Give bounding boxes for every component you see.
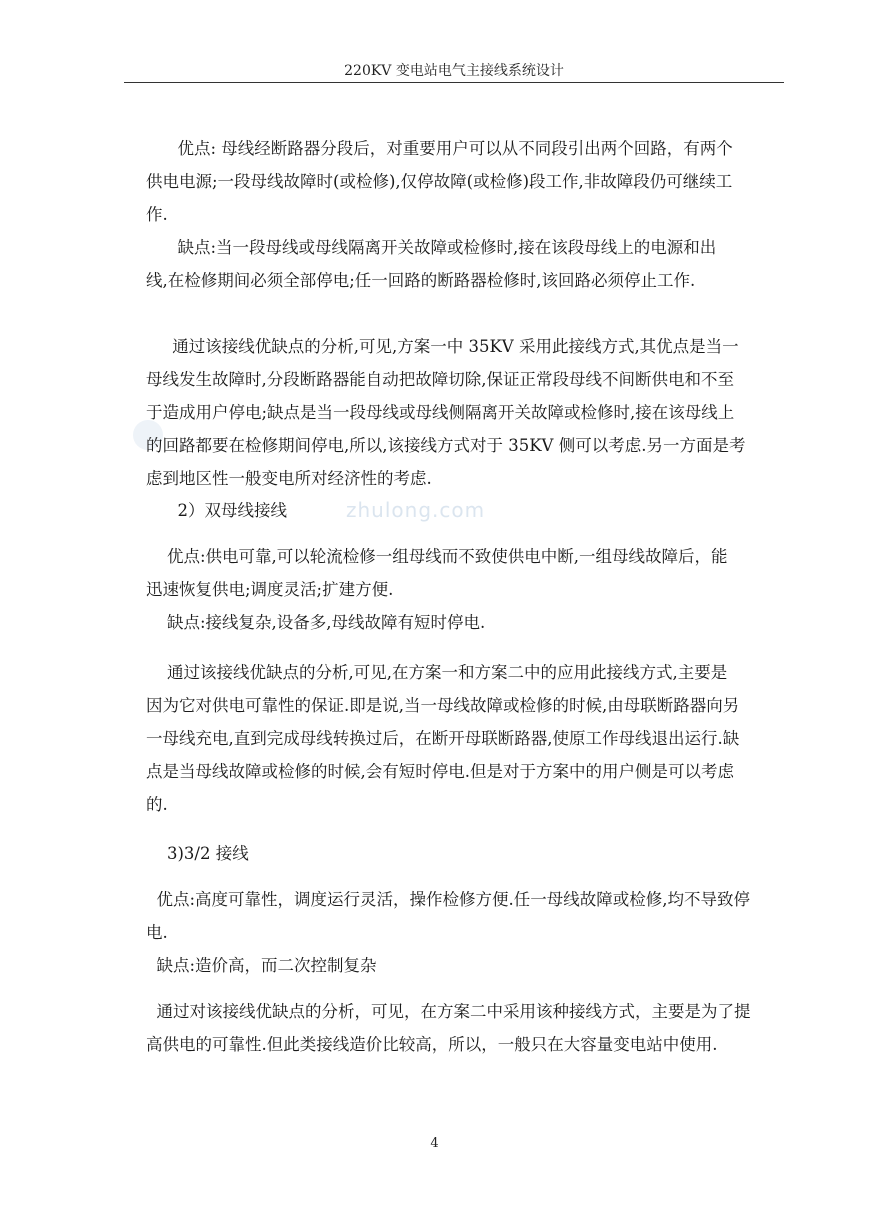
text-line: 线,在检修期间必须全部停电;任一回路的断路器检修时,该回路必须停止工作.	[146, 271, 696, 290]
text-line: 通过对该接线优缺点的分析，可见，在方案二中采用该种接线方式，主要是为了提	[146, 1002, 751, 1021]
paragraph	[146, 540, 786, 606]
text-line: 高供电的可靠性.但此类接线造价比较高，所以，一般只在大容量变电站中使用.	[146, 1035, 718, 1054]
text-line: 通过该接线优缺点的分析,可见,在方案一和方案二中的应用此接线方式,主要是	[146, 663, 728, 682]
paragraph	[146, 949, 786, 982]
text-line: 缺点:造价高，而二次控制复杂	[146, 956, 377, 975]
text-line: 虑到地区性一般变电所对经济性的考虑.	[146, 469, 432, 488]
text-line: 于造成用户停电;缺点是当一段母线或母线侧隔离开关故障或检修时,接在该母线上	[146, 403, 735, 422]
text-line: 的.	[146, 795, 168, 814]
paragraph	[146, 995, 786, 1061]
paragraph	[146, 231, 786, 297]
paragraph	[146, 883, 786, 949]
text-line: 优点:供电可靠,可以轮流检修一组母线而不致使供电中断,一组母线故障后，能	[146, 547, 728, 566]
header-rule	[124, 82, 784, 83]
paragraph	[146, 132, 786, 231]
watermark: zhulong.com	[346, 498, 486, 522]
text-line: 2）双母线接线	[146, 501, 287, 520]
text-line: 因为它对供电可靠性的保证.即是说,当一母线故障或检修的时候,由母联断路器向另	[146, 696, 740, 715]
text-line: 母线发生故障时,分段断路器能自动把故障切除,保证正常段母线不间断供电和不至	[146, 370, 734, 389]
text-line: 缺点:接线复杂,设备多,母线故障有短时停电.	[146, 613, 486, 632]
text-line: 电.	[146, 923, 168, 942]
running-header: 220KV 变电站电气主接线系统设计	[344, 63, 564, 79]
text-line: 迅速恢复供电;调度灵活;扩建方便.	[146, 580, 394, 599]
text-line: 点是当母线故障或检修的时候,会有短时停电.但是对于方案中的用户侧是可以考虑	[146, 762, 734, 781]
text-line: 缺点:当一段母线或母线隔离开关故障或检修时,接在该段母线上的电源和出	[146, 238, 717, 257]
text-line: 优点:高度可靠性，调度运行灵活，操作检修方便.任一母线故障或检修,均不导致停	[146, 890, 751, 909]
paragraph	[146, 494, 786, 527]
text-line: 优点: 母线经断路器分段后，对重要用户可以从不同段引出两个回路，有两个	[146, 139, 733, 158]
text-line: 的回路都要在检修期间停电,所以,该接线方式对于 35KV 侧可以考虑.另一方面是考	[146, 436, 746, 455]
paragraph	[146, 330, 786, 495]
paragraph	[146, 606, 786, 639]
text-line: 一母线充电,直到完成母线转换过后，在断开母联断路器,使原工作母线退出运行.缺	[146, 729, 740, 748]
text-line: 通过该接线优缺点的分析,可见,方案一中 35KV 采用此接线方式,其优点是当一	[146, 337, 739, 356]
text-line: 供电电源;一段母线故障时(或检修),仅停故障(或检修)段工作,非故障段仍可继续工	[146, 172, 733, 191]
text-line: 作.	[146, 205, 168, 224]
page-number: 4	[430, 1136, 439, 1151]
paragraph	[146, 837, 786, 870]
text-line: 3)3/2 接线	[146, 844, 249, 863]
paragraph	[146, 656, 786, 821]
